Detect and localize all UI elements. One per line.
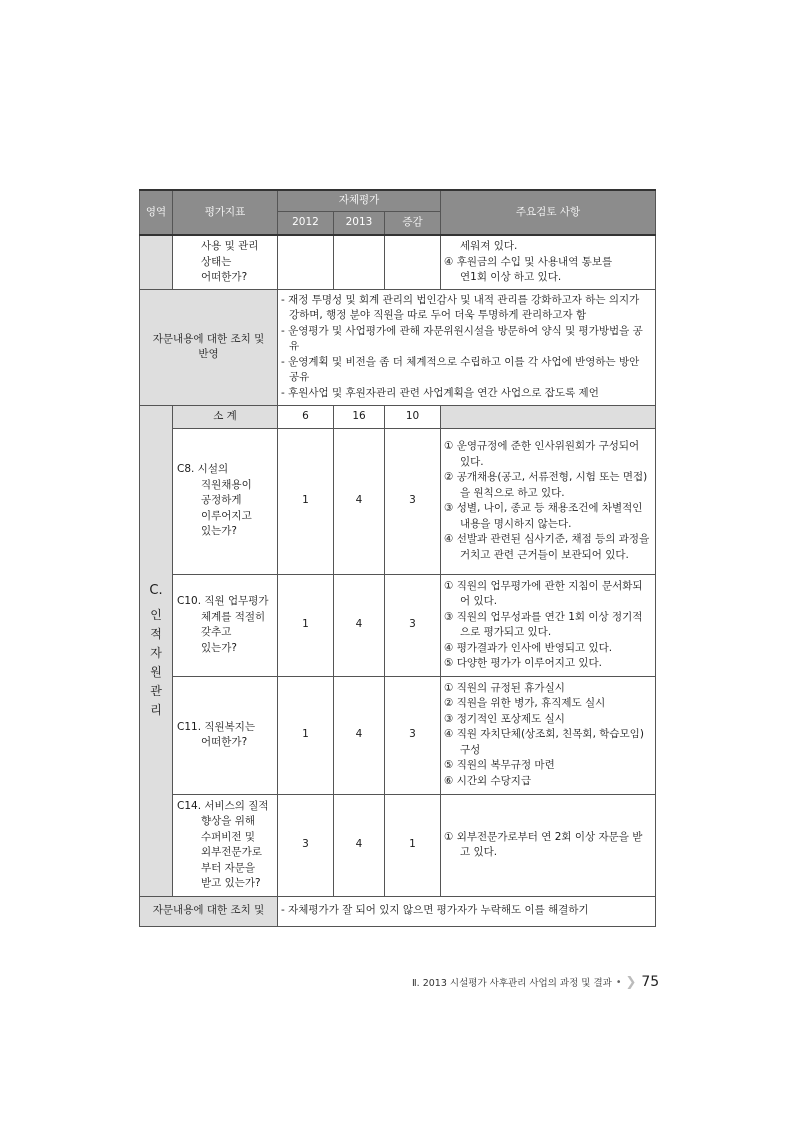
indicator-cell [173, 676, 278, 794]
review-item: 연1회 이상 하고 있다. [460, 271, 562, 283]
header-year-2013: 2013 [334, 211, 385, 235]
review-cell [441, 676, 656, 794]
indicator-cell [173, 235, 278, 289]
domain-letter: C. [149, 583, 163, 598]
domain-char: 인 [150, 608, 162, 622]
indicator-cell [173, 428, 278, 574]
review-item: ④ 선발과 관련된 심사기준, 채점 등의 과정을 거치고 관련 근거들이 보관되어 있다. [444, 533, 650, 561]
value-2013: 4 [334, 676, 385, 794]
advice-content: - 자체평가가 잘 되어 있지 않으면 평가자가 누락해도 이를 해결하기 [278, 896, 656, 926]
value-2013: 4 [334, 574, 385, 676]
subtotal-row [140, 405, 656, 428]
value-2013: 4 [334, 794, 385, 896]
value-2012: 3 [278, 794, 334, 896]
table-row [140, 574, 656, 676]
header-domain: 영역 [140, 190, 173, 235]
indicator-line: 있는가? [201, 525, 238, 538]
domain-char: 관 [150, 684, 162, 698]
page-number: 75 [641, 974, 660, 990]
advice-content [278, 289, 656, 405]
table-row [140, 794, 656, 896]
advice-item: - 운영계획 및 비전을 좀 더 체계적으로 수립하고 이를 각 사업에 반영하는 방안 공유 [281, 355, 640, 384]
indicator-line: 외부전문가로 [201, 846, 262, 858]
advice-row [140, 289, 656, 405]
value-2012: 1 [278, 676, 334, 794]
value-2012: 1 [278, 428, 334, 574]
domain-cell-c [140, 405, 173, 896]
indicator-line: 어떠한가? [201, 271, 248, 283]
review-cell [441, 428, 656, 574]
review-item: ③ 정기적인 포상제도 실시 [444, 712, 565, 725]
indicator-line: C11. 직원복지는 [177, 720, 256, 733]
header-indicator: 평가지표 [173, 190, 278, 235]
review-item: ⑤ 직원의 복무규정 마련 [444, 759, 555, 772]
header-review: 주요검토 사항 [441, 190, 656, 235]
review-item: ① 외부전문가로부터 연 2회 이상 자문을 받고 있다. [444, 830, 643, 858]
review-item: ① 직원의 업무평가에 관한 지침이 문서화되어 있다. [444, 579, 643, 607]
review-item: 세워져 있다. [460, 240, 518, 252]
table-row [140, 235, 656, 289]
indicator-line: 수퍼비전 및 [201, 830, 256, 843]
table-row [140, 676, 656, 794]
indicator-cell [173, 574, 278, 676]
review-item: ② 공개채용(공고, 서류전형, 시험 또는 면접)을 원칙으로 하고 있다. [444, 471, 648, 499]
indicator-line: C8. 시설의 [177, 463, 229, 476]
review-item: ④ 평가결과가 인사에 반영되고 있다. [444, 641, 613, 654]
advice-item: - 운영평가 및 사업평가에 관해 자문위원시설을 방문하여 양식 및 평가방법을 공유 [281, 324, 643, 353]
indicator-line: 부터 자문을 [201, 861, 256, 874]
indicator-line: 공정하게 [201, 494, 242, 507]
indicator-line: 향상을 위해 [201, 815, 256, 827]
value-diff: 3 [385, 574, 441, 676]
value-2013: 4 [334, 428, 385, 574]
domain-char: 자 [150, 646, 162, 660]
advice-item: - 후원사업 및 후원자관리 관련 사업계획을 연간 사업으로 잡도록 제언 [281, 386, 599, 399]
value-diff: 3 [385, 428, 441, 574]
review-cell [441, 574, 656, 676]
review-item: ③ 성별, 나이, 종교 등 채용조건에 차별적인 내용을 명시하지 않는다. [444, 502, 643, 530]
advice-label: 자문내용에 대한 조치 및 반영 [140, 289, 278, 405]
advice-label: 자문내용에 대한 조치 및 [140, 896, 278, 926]
indicator-line: C10. 직원 업무평가 [177, 595, 269, 607]
value-2013 [334, 235, 385, 289]
subtotal-2013: 16 [334, 405, 385, 428]
domain-cell-prev [140, 235, 173, 289]
advice-item: - 재정 투명성 및 회계 관리의 법인감사 및 내적 관리를 강화하고자 하는 의지가 강하며, 행정 분야 직원을 따로 두어 더욱 투명하게 관리하고자 함 [281, 293, 640, 322]
indicator-cell [173, 794, 278, 896]
indicator-line: 갖추고 [201, 626, 232, 638]
indicator-line: 이루어지고 [201, 509, 252, 522]
review-item: ③ 직원의 업무성과를 연간 1회 이상 정기적으로 평가되고 있다. [444, 610, 643, 638]
header-diff: 증감 [385, 211, 441, 235]
review-item: ① 직원의 규정된 휴가실시 [444, 681, 565, 694]
subtotal-label: 소 계 [173, 405, 278, 428]
value-diff: 3 [385, 676, 441, 794]
domain-char: 적 [150, 627, 162, 641]
domain-char: 리 [150, 703, 162, 717]
page-footer [412, 974, 659, 990]
evaluation-table [139, 189, 656, 927]
indicator-line: 직원채용이 [201, 478, 252, 491]
arrow-icon: ❯ [625, 974, 637, 990]
value-2012 [278, 235, 334, 289]
indicator-line: 체계를 적절히 [201, 610, 266, 623]
value-diff [385, 235, 441, 289]
review-cell [441, 235, 656, 289]
review-item: ② 직원을 위한 병가, 휴직제도 실시 [444, 697, 606, 710]
chapter-title: Ⅱ. 2013 시설평가 사후관리 사업의 과정 및 결과 [412, 978, 612, 989]
indicator-line: 어떠한가? [201, 736, 248, 748]
header-year-2012: 2012 [278, 211, 334, 235]
indicator-line: 상태는 [201, 255, 232, 268]
indicator-line: 있는가? [201, 641, 238, 654]
advice-row [140, 896, 656, 926]
bullet-icon: • [615, 976, 622, 988]
review-item: ④ 후원금의 수입 및 사용내역 통보를 [444, 255, 613, 268]
domain-char: 원 [150, 665, 162, 679]
subtotal-2012: 6 [278, 405, 334, 428]
review-item: ④ 직원 자치단체(상조회, 친목회, 학습모임) 구성 [444, 728, 644, 756]
indicator-line: 사용 및 관리 [201, 240, 259, 252]
subtotal-review [441, 405, 656, 428]
review-item: ⑤ 다양한 평가가 이루어지고 있다. [444, 657, 602, 669]
header-self-eval: 자체평가 [278, 190, 441, 211]
value-diff: 1 [385, 794, 441, 896]
review-item: ① 운영규정에 준한 인사위원회가 구성되어 있다. [444, 440, 640, 468]
table-row [140, 428, 656, 574]
subtotal-diff: 10 [385, 405, 441, 428]
review-cell [441, 794, 656, 896]
indicator-line: C14. 서비스의 질적 [177, 799, 269, 812]
review-item: ⑥ 시간외 수당지급 [444, 774, 532, 787]
indicator-line: 받고 있는가? [201, 877, 261, 889]
value-2012: 1 [278, 574, 334, 676]
